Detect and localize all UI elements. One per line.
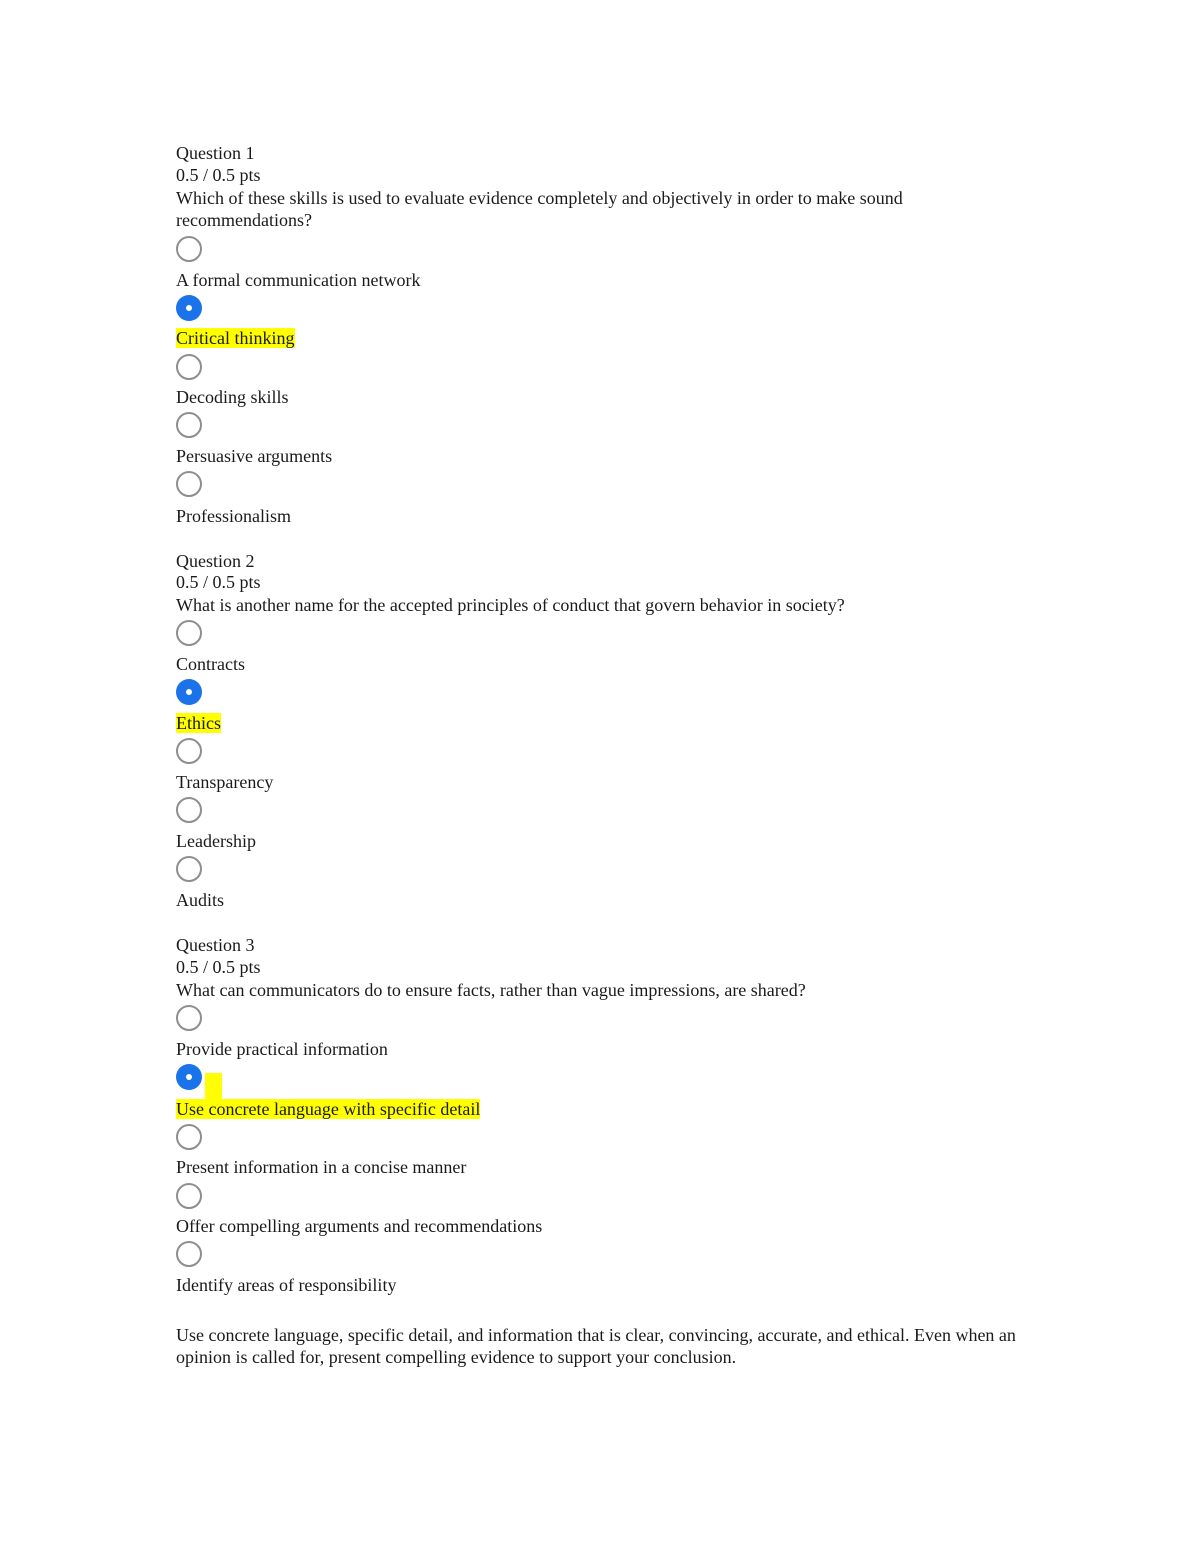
answer-label-selected[interactable] <box>176 327 295 349</box>
question-text: What is another name for the accepted principles of conduct that govern behavior in society? <box>176 595 845 615</box>
question-text: What can communicators do to ensure facts, rather than vague impressions, are shared? <box>176 980 806 1000</box>
answer-radio[interactable] <box>176 471 202 497</box>
answer-label-selected[interactable] <box>176 1098 480 1120</box>
answer-label[interactable]: Leadership <box>176 831 256 851</box>
question-title: Question 2 <box>176 551 255 571</box>
question-text: Which of these skills is used to evaluate evidence completely and objectively in order to make sound recommendations? <box>176 188 903 230</box>
answer-label[interactable]: Persuasive arguments <box>176 446 333 466</box>
answer-radio[interactable] <box>176 856 202 882</box>
answer-radio-selected[interactable] <box>176 295 202 321</box>
answer-radio[interactable] <box>176 1124 202 1150</box>
question-points: 0.5 / 0.5 pts <box>176 165 261 185</box>
question-title: Question 3 <box>176 935 255 955</box>
answer-radio[interactable] <box>176 412 202 438</box>
answer-label[interactable]: Transparency <box>176 772 274 792</box>
answer-radio[interactable] <box>176 1005 202 1031</box>
answer-feedback: Use concrete language, specific detail, and information that is clear, convincing, accurate, and ethical. Even when an opinion is called for, present compelling evidence to support your conclusion. <box>176 1325 1016 1367</box>
answer-label[interactable]: Decoding skills <box>176 387 289 407</box>
answer-label-selected[interactable] <box>176 712 221 734</box>
answer-radio[interactable] <box>176 236 202 262</box>
question-points: 0.5 / 0.5 pts <box>176 957 261 977</box>
answer-radio[interactable] <box>176 1241 202 1267</box>
answer-highlight: Ethics <box>176 713 221 733</box>
answer-highlight: Critical thinking <box>176 328 295 348</box>
answer-label[interactable]: Professionalism <box>176 506 291 526</box>
answer-label[interactable]: A formal communication network <box>176 270 421 290</box>
answer-radio[interactable] <box>176 1183 202 1209</box>
answer-radio[interactable] <box>176 738 202 764</box>
highlight-fragment <box>205 1073 222 1101</box>
answer-label[interactable]: Identify areas of responsibility <box>176 1275 397 1295</box>
answer-label[interactable]: Provide practical information <box>176 1039 388 1059</box>
answer-label[interactable]: Audits <box>176 890 225 910</box>
answer-radio-selected[interactable] <box>176 679 202 705</box>
question-points: 0.5 / 0.5 pts <box>176 572 261 592</box>
answer-radio[interactable] <box>176 797 202 823</box>
question-title: Question 1 <box>176 143 255 163</box>
answer-radio-selected[interactable] <box>176 1064 202 1090</box>
answer-radio[interactable] <box>176 354 202 380</box>
answer-label[interactable]: Present information in a concise manner <box>176 1157 467 1177</box>
answer-label[interactable]: Contracts <box>176 654 245 674</box>
answer-radio[interactable] <box>176 620 202 646</box>
answer-label[interactable]: Offer compelling arguments and recommendations <box>176 1216 543 1236</box>
answer-highlight: Use concrete language with specific detail <box>176 1099 481 1119</box>
